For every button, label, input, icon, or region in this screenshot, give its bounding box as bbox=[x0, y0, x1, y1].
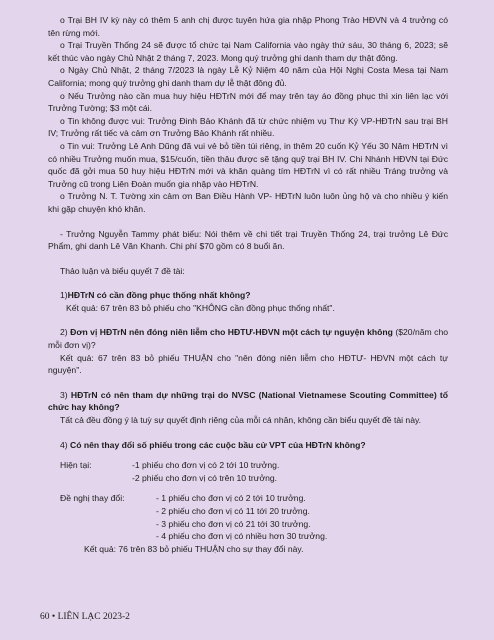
paragraph-thanks: o Trưởng N. T. Tường xin cảm ơn Ban Điều Hành VP- HĐTrN luôn luôn ủng hộ và cho nhiều ý kiến khi gặp chuyện khó khăn. bbox=[48, 191, 448, 214]
paragraph-trai-24: o Trại Truyền Thống 24 sẽ được tổ chức tại Nam California vào ngày thứ sáu, 30 tháng 6, 2023; sẽ kết thúc vào ngày Chủ Nhật 2 tháng 7, 2023. Mong quý trưởng ghi danh tham dự thật đông. bbox=[48, 40, 448, 63]
question-2-title: Đơn vị HĐTrN nên đóng niên liễm cho HĐTƯ-HĐVN một cách tự nguyện không bbox=[70, 327, 393, 338]
question-2-result: Kết quả: 67 trên 83 bỏ phiếu THUẬN cho "nên đóng niên liễm cho HĐTƯ- HĐVN một cách tự nguyện". bbox=[48, 352, 448, 376]
question-3-result: Tất cả đều đồng ý là tuỳ sự quyết định riêng của mỗi cá nhân, không cần biểu quyết đề tài này. bbox=[60, 415, 422, 426]
page-footer: 60 • LIÊN LẠC 2023-2 bbox=[40, 612, 130, 622]
proposal-rule-4: - 4 phiếu cho đơn vị có nhiều hơn 30 trưởng. bbox=[156, 531, 328, 542]
proposal-row-1 bbox=[48, 492, 448, 505]
question-1 bbox=[48, 289, 448, 302]
paragraph-good-news: o Tin vui: Trưởng Lê Anh Dũng đã vui vẻ bỏ tiền túi riêng, in thêm 20 cuốn Kỷ Yếu 30 Năm HĐTrN vì có nhiều Trưởng muốn mua, $15/cuốn, tiền thâu được sẽ tặng quỹ trại BH IV. Chi Nhánh HĐVN tại Đức quốc đã gởi mua 50 huy hiệu HĐTrN mới và khăn quàng tím HĐTrN vì có rất nhiều Tráng trưởng và Trưởng cũ trong Liên Đoàn muốn gia nhập vào HĐTrN. bbox=[48, 140, 448, 189]
paragraph-bh-iv: o Trại BH IV kỳ này có thêm 5 anh chị được tuyên hứa gia nhập Phong Trào HĐVN và 4 trưởng có tên rừng mới. bbox=[48, 15, 448, 38]
paragraph-costa-mesa: o Ngày Chủ Nhật, 2 tháng 7/2023 là ngày Lễ Kỷ Niệm 40 năm của Hội Nghị Costa Mesa tại Nam California; mong quý trưởng ghi danh tham dự lễ thật đông đủ. bbox=[48, 65, 448, 88]
current-rule-2: -2 phiếu cho đơn vị có trên 10 trưởng. bbox=[132, 472, 278, 483]
paragraph-resignation: o Tin không được vui: Trưởng Đinh Bảo Khánh đã từ chức nhiệm vụ Thư Ký VP-HĐTrN sau trại BH IV; Trưởng rất tiếc và cảm ơn Trưởng Bảo Khánh rất nhiều. bbox=[48, 115, 448, 139]
paragraph-huy-hieu: o Nếu Trưởng nào cần mua huy hiệu HĐTrN mới để may trên tay áo đồng phục thì xin liên lạc với Trưởng Tường; $3 một cái. bbox=[48, 90, 448, 114]
current-row-1 bbox=[48, 459, 448, 472]
question-2-number: 2) bbox=[60, 327, 68, 338]
question-3-number: 3) bbox=[60, 389, 68, 400]
proposal-row-2 bbox=[48, 505, 448, 518]
question-1-title: HĐTrN có cần đồng phục thống nhất không? bbox=[67, 290, 251, 301]
proposal-rule-3: - 3 phiếu cho đơn vị có 21 tới 30 trưởng. bbox=[156, 518, 311, 529]
current-row-2 bbox=[48, 472, 448, 485]
current-rule-1: -1 phiếu cho đơn vị có 2 tới 10 trưởng. bbox=[132, 460, 280, 471]
question-3 bbox=[48, 389, 448, 414]
question-1-number: 1) bbox=[60, 290, 68, 301]
question-4 bbox=[48, 439, 448, 452]
question-4-number: 4) bbox=[60, 439, 68, 450]
proposal-label: Đề nghị thay đổi: bbox=[60, 493, 125, 504]
proposal-row-3 bbox=[48, 518, 448, 531]
proposal-row-4 bbox=[48, 530, 448, 543]
question-4-result: Kết quả: 76 trên 83 bỏ phiếu THUẬN cho sự thay đổi này. bbox=[84, 543, 304, 554]
question-3-title: HĐTrN có nên tham dự những trại do NVSC (National Vietnamese Scouting Committee) tổ chức hay không? bbox=[48, 389, 448, 413]
proposal-rule-2: - 2 phiếu cho đơn vị có 11 tới 20 trưởng. bbox=[156, 506, 310, 516]
page-body bbox=[48, 14, 448, 555]
question-2-sub: ($20/năm cho mỗi đơn vị)? bbox=[48, 327, 449, 351]
current-label: Hiện tại: bbox=[60, 460, 92, 471]
question-2 bbox=[48, 326, 448, 351]
paragraph-discussion: Thảo luận và biểu quyết 7 đề tài: bbox=[60, 265, 185, 276]
paragraph-tammy: - Trưởng Nguyễn Tammy phát biểu: Nói thêm về chi tiết trại Truyền Thống 24, trại trưởng Lê Đức Phẩm, ghi danh Lê Văn Khanh. Chi phí $70 gồm có 8 buổi ăn. bbox=[48, 228, 448, 252]
proposal-rule-1: - 1 phiếu cho đơn vị có 2 tới 10 trưởng. bbox=[156, 493, 306, 504]
question-1-result: Kết quả: 67 trên 83 bỏ phiếu cho "KHÔNG cần đồng phục thống nhất". bbox=[66, 302, 335, 313]
question-4-title: Có nên thay đổi số phiếu trong các cuộc bầu cử VPT của HĐTrN không? bbox=[70, 439, 366, 450]
